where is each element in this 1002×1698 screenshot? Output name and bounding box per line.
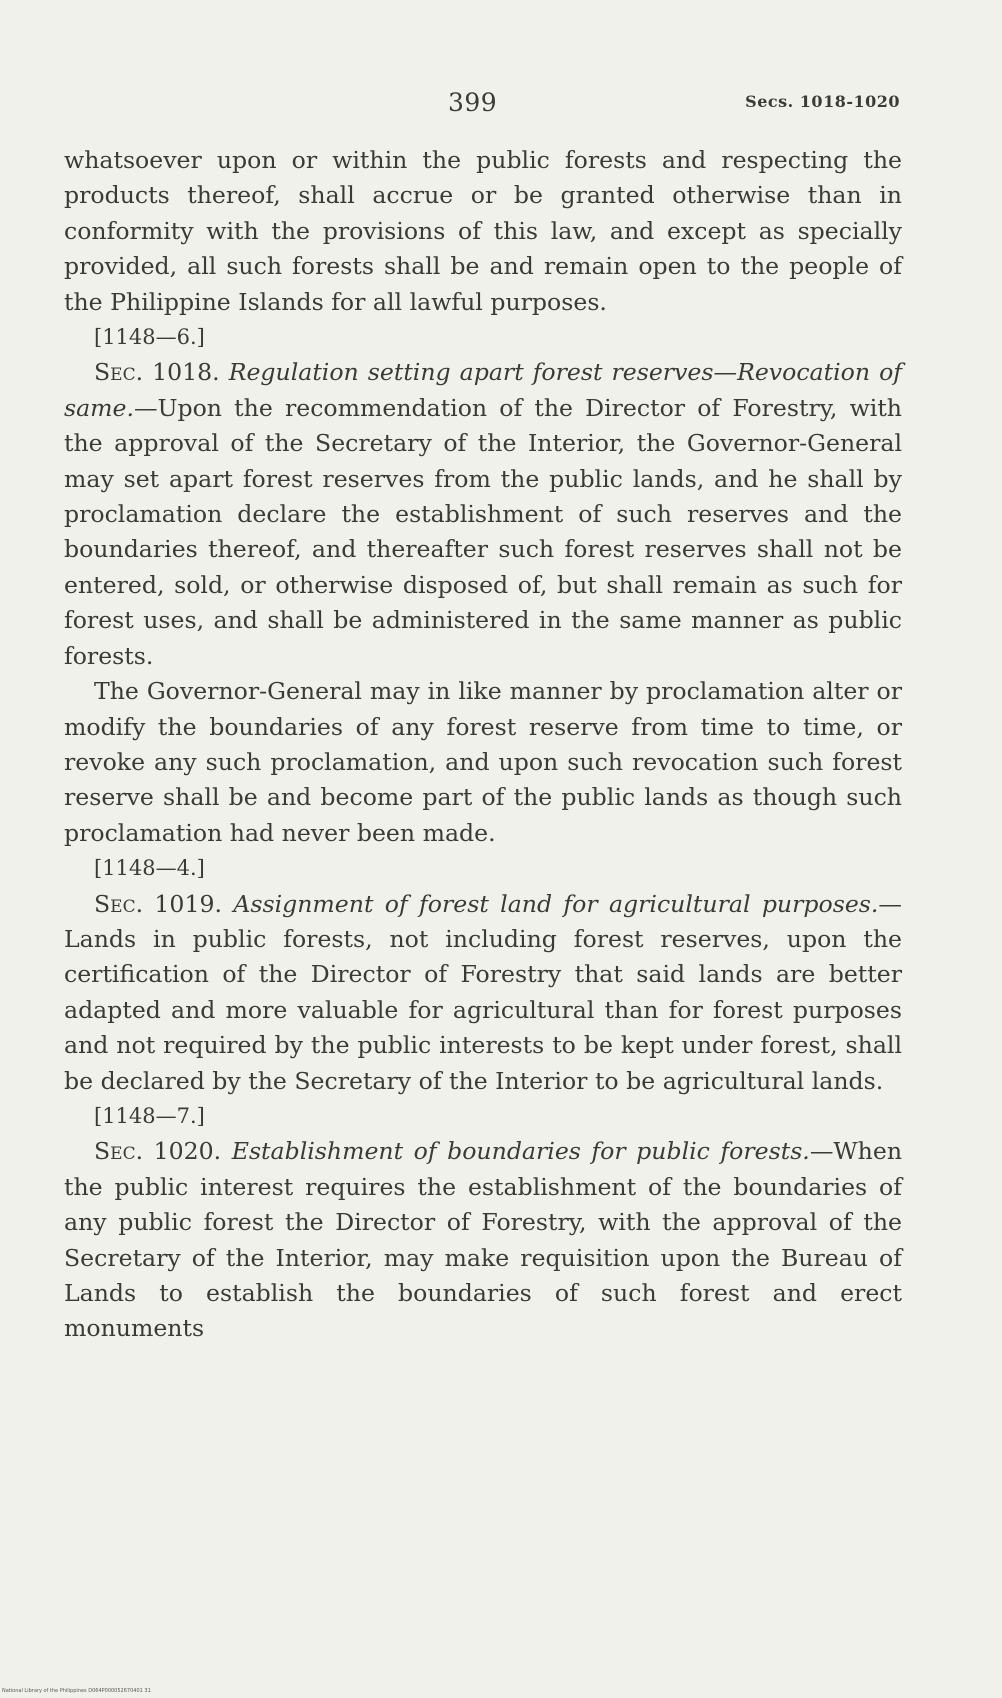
source-citation: [1148—6.] — [94, 325, 205, 350]
section-paragraph — [64, 1134, 902, 1346]
section-text: —When the public interest requires the establishment of the boundaries of any public forest the Director of Forestry, with the approval of the Secretary of the Interior, may make requisition upon the Bureau of Lands to establish the boundaries of such forest and erect monuments — [64, 1137, 903, 1343]
source-citation: [1148—7.] — [94, 1103, 205, 1128]
page-header — [64, 88, 900, 118]
continuation-paragraph: whatsoever upon or within the public forests and respecting the products thereof, shall accrue or be granted otherwise than in conformity with the provisions of this law, and except as specially provided, all such forests shall be and remain open to the people of the Philippine Islands for all lawful purposes. — [64, 146, 902, 316]
section-paragraph — [64, 887, 902, 1099]
section-range: Secs. 1018-1020 — [745, 92, 900, 111]
section-title: Regulation setting apart forest reserves—Revocation of same. — [64, 358, 903, 422]
source-citation: [1148—4.] — [94, 856, 205, 881]
section-label: Sec. 1018. — [94, 358, 220, 387]
section-label: Sec. 1019. — [94, 889, 222, 918]
section-text: —Lands in public forests, not including forest reserves, upon the certification of the Director of Forestry that said lands are better adapted and more valuable for agricultural than for forest purposes and not required by the public interests to be kept under forest, shall be declared by the Secretary of the Interior to be agricultural lands. — [64, 889, 902, 1095]
scan-footer: National Library of the Philippines D064P000052670401 31 — [2, 1688, 151, 1694]
section-title: Establishment of boundaries for public forests. — [231, 1137, 810, 1166]
page-number: 399 — [448, 88, 498, 117]
body-text — [64, 143, 902, 1347]
section-paragraph — [64, 355, 902, 674]
section-title: Assignment of forest land for agricultural purposes. — [233, 889, 879, 918]
section-label: Sec. 1020. — [94, 1137, 222, 1166]
section-text: —Upon the recommendation of the Director of Forestry, with the approval of the Secretary of the Interior, the Governor-General may set apart forest reserves from the public lands, and he shall by proclamation declare the establishment of such reserves and the boundaries thereof, and thereafter such forest reserves shall not be entered, sold, or otherwise disposed of, but shall remain as such for forest uses, and shall be administered in the same manner as public forests. — [64, 393, 902, 670]
section-paragraph: The Governor-General may in like manner by proclamation alter or modify the boundaries of any forest reserve from time to time, or revoke any such proclamation, and upon such revocation such forest reserve shall be and become part of the public lands as though such proclamation had never been made. — [64, 677, 902, 847]
